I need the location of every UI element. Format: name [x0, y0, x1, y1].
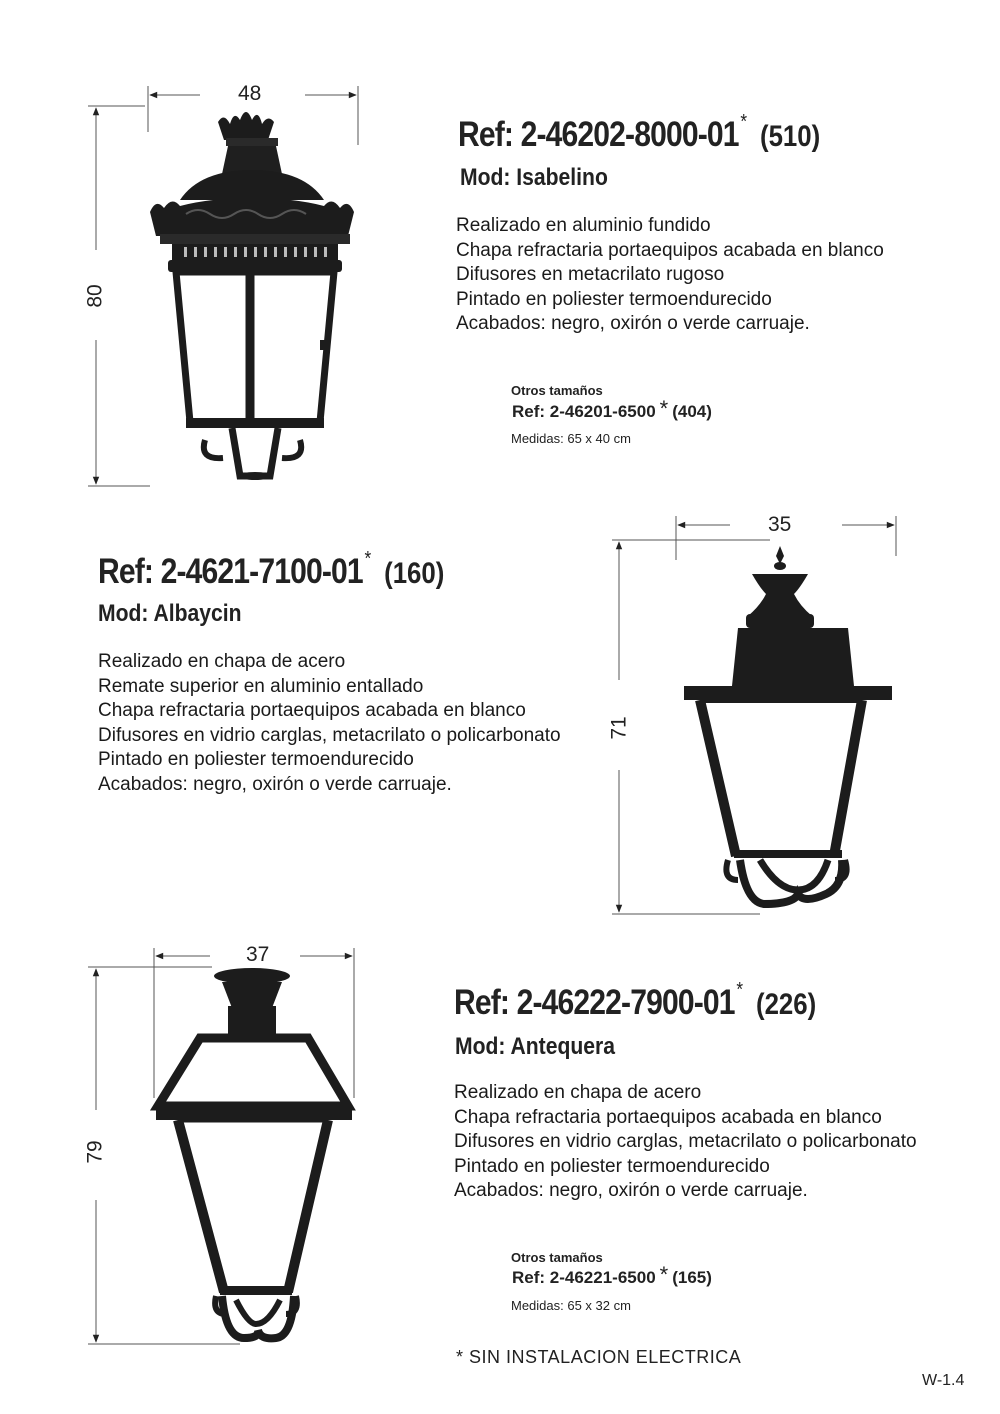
- lamp2-height-label: 71: [607, 716, 631, 740]
- product1-otros-code: (404): [672, 402, 712, 421]
- product3-description: [454, 1081, 917, 1204]
- product2-desc-line: Acabados: negro, oxirón o verde carruaje.: [98, 773, 452, 795]
- product1-ref-number: 2-46202-8000-01: [520, 115, 739, 154]
- product3-reference: [454, 979, 817, 1023]
- product3-ref-number: 2-46222-7900-01: [516, 983, 735, 1022]
- product2-desc-line: Remate superior en aluminio entallado: [98, 675, 424, 697]
- lamp-isabelino-drawing: [150, 112, 354, 480]
- product3-otros-title: Otros tamaños: [511, 1250, 603, 1265]
- product3-desc-line: Pintado en poliester termoendurecido: [454, 1155, 770, 1177]
- product1-reference: [458, 111, 821, 155]
- product3-desc-line: Difusores en vidrio carglas, metacrilato o policarbonato: [454, 1131, 917, 1152]
- product2-desc-line: Difusores en vidrio carglas, metacrilato o policarbonato: [98, 724, 561, 746]
- lamp-albaycin-drawing: [684, 546, 892, 904]
- product1-desc-line: Realizado en aluminio fundido: [456, 215, 711, 236]
- product1-model: Mod: Isabelino: [460, 164, 608, 191]
- product3-model: Mod: Antequera: [455, 1033, 615, 1060]
- product2-reference: [98, 548, 445, 592]
- lamp-antequera-drawing: [156, 968, 352, 1338]
- product1-description: [456, 214, 884, 337]
- product2-ref-number: 2-4621-7100-01: [160, 552, 363, 591]
- product3-star: *: [736, 979, 743, 1001]
- product2-model: Mod: Albaycin: [98, 600, 242, 627]
- product3-desc-line: Acabados: negro, oxirón o verde carruaje.: [454, 1180, 808, 1201]
- product2-star: *: [364, 548, 371, 570]
- product1-code: (510): [759, 120, 821, 153]
- product3-desc-line: Realizado en chapa de acero: [454, 1082, 702, 1103]
- product1-otros-star: *: [659, 396, 669, 421]
- product1-otros-ref-number: Ref: 2-46201-6500: [512, 402, 656, 421]
- product2-desc-line: Chapa refractaria portaequipos acabada en blanco: [98, 700, 526, 721]
- product1-desc-line: Acabados: negro, oxirón o verde carruaje.: [456, 313, 810, 334]
- product3-desc-line: Chapa refractaria portaequipos acabada en blanco: [454, 1106, 882, 1128]
- lamp3-width-label: 37: [246, 943, 270, 966]
- lamp1-height-label: 80: [83, 284, 107, 308]
- product3-otros-medidas: Medidas: 65 x 32 cm: [511, 1298, 631, 1313]
- product1-desc-line: Difusores en metacrilato rugoso: [456, 264, 725, 285]
- product1-desc-line: Pintado en poliester termoendurecido: [456, 288, 772, 310]
- product2-desc-line: Pintado en poliester termoendurecido: [98, 749, 414, 770]
- product3-otros-ref-number: Ref: 2-46221-6500: [512, 1268, 656, 1287]
- product3-otros-code: (165): [672, 1268, 712, 1287]
- lamp2-width-label: 35: [768, 513, 792, 536]
- page-number: W-1.4: [922, 1372, 965, 1389]
- product2-description: [98, 650, 561, 797]
- product1-star: *: [740, 111, 747, 133]
- product1-otros-medidas: Medidas: 65 x 40 cm: [511, 431, 631, 446]
- footnote: * SIN INSTALACION ELECTRICA: [456, 1347, 742, 1367]
- product2-desc-line: Realizado en chapa de acero: [98, 651, 346, 672]
- product3-ref-prefix: Ref:: [454, 983, 510, 1022]
- product3-otros-ref: [512, 1262, 712, 1294]
- product2-code: (160): [384, 557, 445, 590]
- lamp1-width-label: 48: [238, 82, 262, 105]
- product1-otros-title: Otros tamaños: [511, 383, 603, 398]
- product2-ref-prefix: Ref:: [98, 552, 154, 591]
- product1-desc-line: Chapa refractaria portaequipos acabada en blanco: [456, 239, 884, 261]
- product3-otros-star: *: [659, 1262, 669, 1287]
- product3-code: (226): [755, 988, 817, 1021]
- product1-otros-ref: [512, 396, 712, 428]
- lamp3-height-label: 79: [83, 1140, 107, 1164]
- product1-ref-prefix: Ref:: [458, 115, 514, 154]
